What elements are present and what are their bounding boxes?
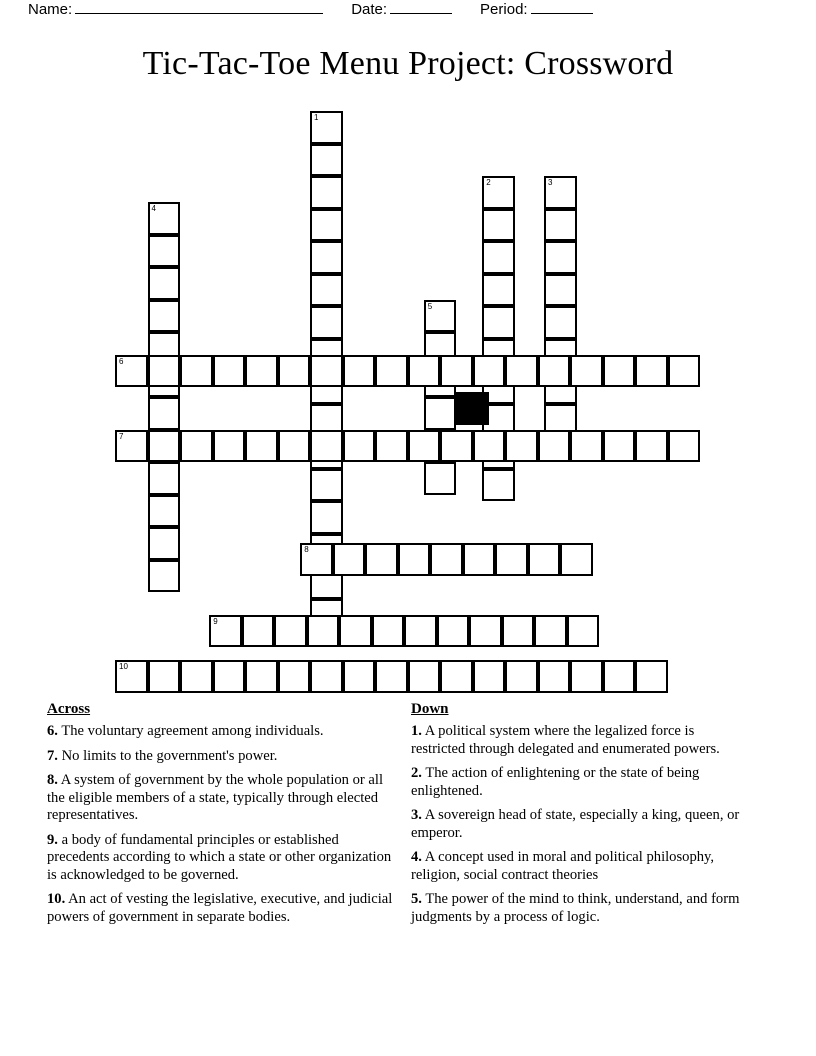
grid-cell[interactable] [668,355,701,388]
grid-cell[interactable] [635,355,668,388]
grid-cell[interactable] [310,274,343,307]
grid-cell[interactable] [440,660,473,693]
grid-cell[interactable] [333,543,366,576]
grid-cell[interactable] [482,209,515,242]
grid-cell[interactable] [567,615,600,648]
grid-cell[interactable] [180,660,213,693]
grid-cell[interactable] [469,615,502,648]
grid-cell[interactable] [245,355,278,388]
grid-cell[interactable] [463,543,496,576]
grid-cell[interactable] [148,430,181,463]
grid-cell[interactable] [570,355,603,388]
grid-cell[interactable] [343,430,376,463]
across-clue-item [47,832,397,885]
grid-cell[interactable] [482,306,515,339]
grid-cell[interactable] [482,176,515,209]
grid-cell[interactable] [482,274,515,307]
grid-cell[interactable] [148,300,181,333]
down-clue-number: 5. [411,891,422,907]
grid-cell[interactable] [209,615,242,648]
grid-cell[interactable] [115,660,148,693]
grid-cell[interactable] [375,430,408,463]
grid-cell[interactable] [635,430,668,463]
down-clue-item [411,723,751,758]
grid-cell[interactable] [300,543,333,576]
grid-cell[interactable] [115,355,148,388]
down-clue-item [411,765,751,800]
across-clue-number: 10. [47,891,66,907]
grid-cell[interactable] [310,430,343,463]
grid-cell[interactable] [310,469,343,502]
grid-cell[interactable] [473,355,506,388]
grid-cell-number: 7 [119,431,124,441]
grid-cell[interactable] [148,527,181,560]
across-clue-item [47,748,397,766]
grid-cell[interactable] [398,543,431,576]
grid-cell[interactable] [213,660,246,693]
grid-cell[interactable] [278,430,311,463]
grid-cell[interactable] [408,660,441,693]
across-clue-text: An act of vesting the legislative, executive, and judicial powers of government in separate bodies. [47,891,393,925]
grid-cell[interactable] [505,355,538,388]
grid-cell[interactable] [505,430,538,463]
grid-cell[interactable] [365,543,398,576]
grid-cell-number: 1 [314,113,319,122]
grid-cell[interactable] [213,355,246,388]
grid-cell-number: 6 [119,356,124,366]
date-label: Date: [351,1,388,18]
grid-cell[interactable] [544,241,577,274]
across-clue-text: a body of fundamental principles or established precedents according to which a state or other organization is acknowledged to be governed. [47,831,392,883]
grid-cell[interactable] [404,615,437,648]
grid-cell[interactable] [424,397,457,430]
down-clue-list [411,723,751,926]
grid-cell[interactable] [310,660,343,693]
grid-cell[interactable] [424,300,457,333]
grid-cell[interactable] [668,430,701,463]
grid-cell[interactable] [310,501,343,534]
grid-cell[interactable] [603,660,636,693]
grid-cell[interactable] [570,430,603,463]
grid-cell[interactable] [482,469,515,502]
grid-cell[interactable] [278,660,311,693]
grid-cell[interactable] [437,615,470,648]
grid-cell[interactable] [148,397,181,430]
grid-cell[interactable] [534,615,567,648]
grid-cell[interactable] [440,430,473,463]
down-clue-number: 3. [411,807,422,823]
grid-cell[interactable] [310,241,343,274]
down-heading: Down [411,701,449,717]
grid-cell[interactable] [310,306,343,339]
grid-cell[interactable] [148,235,181,268]
grid-cell[interactable] [473,430,506,463]
down-clue-item [411,891,751,926]
grid-cell[interactable] [544,306,577,339]
down-clue-number: 4. [411,849,422,865]
grid-cell[interactable] [148,462,181,495]
grid-cell-number: 10 [119,662,128,672]
grid-cell[interactable] [180,430,213,463]
across-clue-text: A system of government by the whole population or all the eligible members of a state, typically through elected representatives. [47,772,384,823]
grid-cell[interactable] [538,660,571,693]
grid-cell[interactable] [430,543,463,576]
grid-cell[interactable] [310,111,343,144]
down-clue-text: A sovereign head of state, especially a king, queen, or emperor. [411,807,740,841]
down-clue-text: The action of enlightening or the state of being enlightened. [411,765,700,799]
across-clue-number: 6. [47,723,58,739]
grid-cell[interactable] [115,430,148,463]
grid-cell-number: 2 [486,178,491,187]
down-clue-number: 1. [411,723,422,739]
grid-cell[interactable] [343,355,376,388]
grid-cell[interactable] [502,615,535,648]
grid-cell[interactable] [603,430,636,463]
grid-cell[interactable] [473,660,506,693]
grid-cell[interactable] [307,615,340,648]
across-clue-number: 7. [47,747,58,764]
grid-cell[interactable] [603,355,636,388]
grid-cell[interactable] [148,660,181,693]
grid-cell[interactable] [495,543,528,576]
across-clue-list [47,723,397,926]
grid-cell[interactable] [538,355,571,388]
grid-cell[interactable] [375,660,408,693]
across-clue-number: 9. [47,831,58,848]
grid-cell-number: 4 [151,204,156,213]
grid-cell[interactable] [544,209,577,242]
grid-cell-number: 8 [304,545,309,555]
down-clues-column [411,700,751,933]
grid-cell[interactable] [242,615,275,648]
grid-cell[interactable] [148,202,181,235]
grid-cell-number: 5 [427,301,433,311]
grid-cell[interactable] [274,615,307,648]
grid-cell[interactable] [310,355,343,388]
grid-cell[interactable] [245,430,278,463]
grid-cell[interactable] [424,462,457,495]
grid-cell[interactable] [180,355,213,388]
across-clues-column [47,700,397,933]
across-clue-text: The voluntary agreement among individuals. [57,723,324,739]
across-clue-item [47,723,397,741]
across-clue-item [47,891,397,926]
grid-cell[interactable] [148,355,181,388]
grid-cell-number: 9 [213,616,218,626]
period-label: Period: [480,1,528,18]
grid-cell[interactable] [310,144,343,177]
grid-cell[interactable] [408,430,441,463]
grid-cell[interactable] [528,543,561,576]
grid-cell[interactable] [148,267,181,300]
grid-cell[interactable] [245,660,278,693]
grid-cell[interactable] [343,660,376,693]
grid-cell[interactable] [544,176,577,209]
grid-cell[interactable] [544,274,577,307]
grid-cell[interactable] [560,543,593,576]
grid-cell[interactable] [440,355,473,388]
grid-cell[interactable] [372,615,405,648]
down-clue-text: A concept used in moral and political philosophy, religion, social contract theories [411,849,715,883]
down-clue-item [411,849,751,884]
grid-cell[interactable] [148,560,181,593]
grid-cell[interactable] [635,660,668,693]
down-clue-number: 2. [411,765,422,781]
page-title: Tic-Tac-Toe Menu Project: Crossword [142,45,674,82]
across-clue-text: No limits to the government's power. [57,747,278,764]
grid-cell-number: 3 [548,178,553,187]
across-heading: Across [47,701,91,717]
grid-cell[interactable] [339,615,372,648]
grid-cell[interactable] [375,355,408,388]
name-label: Name: [28,1,73,18]
grid-cell[interactable] [310,209,343,242]
clues-section [0,700,816,1000]
grid-cell[interactable] [213,430,246,463]
grid-block-cell [456,392,489,425]
grid-cell[interactable] [408,355,441,388]
grid-cell[interactable] [482,241,515,274]
grid-cell[interactable] [538,430,571,463]
grid-cell[interactable] [278,355,311,388]
down-clue-text: The power of the mind to think, understand, and form judgments by a process of logic. [411,891,740,925]
down-clue-text: A political system where the legalized force is restricted through delegated and enumerated powers. [411,723,720,757]
grid-cell[interactable] [570,660,603,693]
across-clue-item [47,772,397,825]
grid-cell[interactable] [505,660,538,693]
grid-cell[interactable] [310,176,343,209]
grid-cell[interactable] [148,495,181,528]
down-clue-item [411,807,751,842]
across-clue-number: 8. [47,772,58,788]
